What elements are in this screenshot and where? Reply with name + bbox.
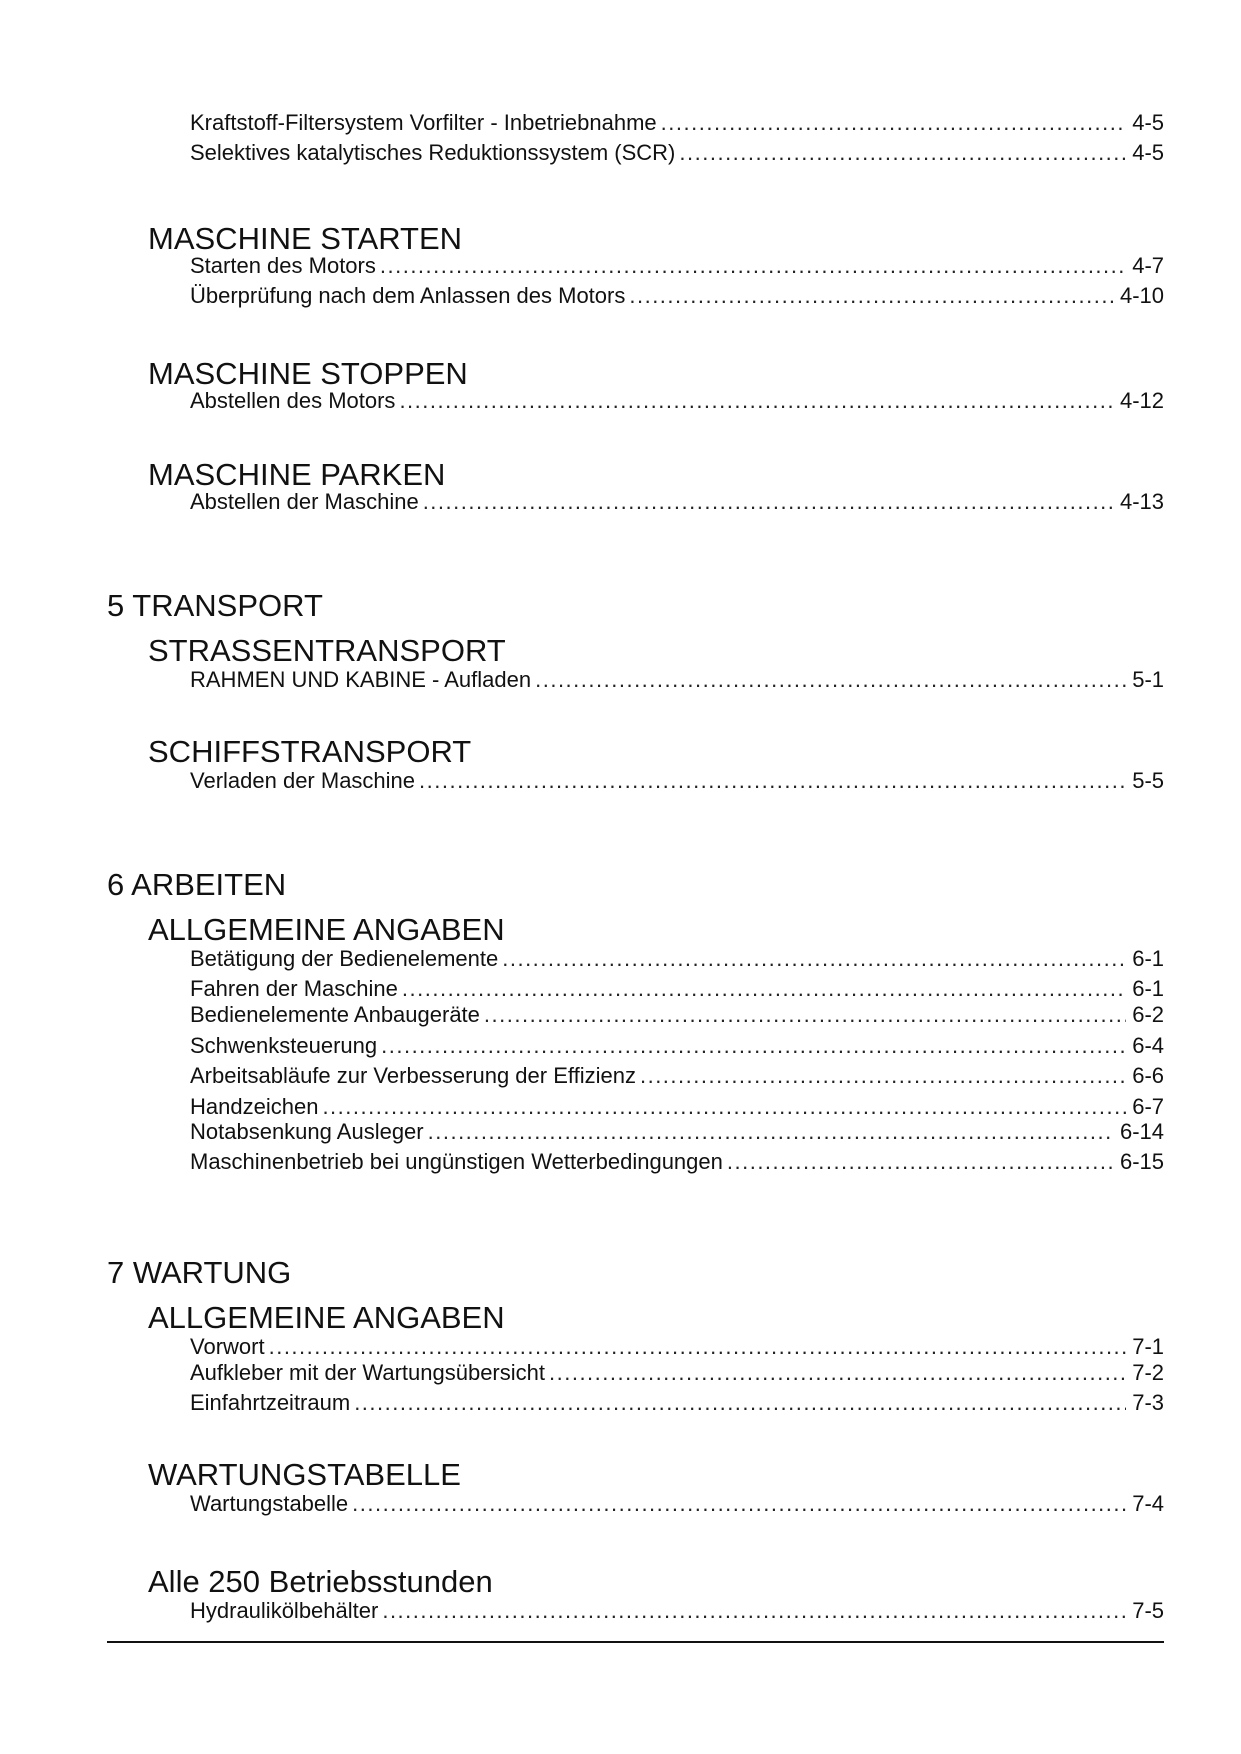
toc-entry-page: 5-1 xyxy=(1132,667,1164,692)
toc-entry-title: Vorwort xyxy=(190,1334,265,1359)
section-heading: ALLGEMEINE ANGABEN xyxy=(148,912,505,947)
section-heading: Alle 250 Betriebsstunden xyxy=(148,1564,493,1599)
dot-leader xyxy=(402,976,1126,1002)
toc-entry-title: Maschinenbetrieb bei ungünstigen Wetterbedingungen xyxy=(190,1149,723,1174)
section-heading: ALLGEMEINE ANGABEN xyxy=(148,1300,505,1335)
toc-entry-title: Überprüfung nach dem Anlassen des Motors xyxy=(190,283,626,308)
dot-leader xyxy=(549,1360,1126,1386)
toc-entry-page: 4-5 xyxy=(1132,110,1164,135)
toc-entry-page: 6-1 xyxy=(1132,976,1164,1001)
section-heading: MASCHINE PARKEN xyxy=(148,457,446,492)
toc-entry-page: 6-4 xyxy=(1132,1033,1164,1058)
toc-entry-title: RAHMEN UND KABINE - Aufladen xyxy=(190,667,532,692)
toc-entry-page: 6-2 xyxy=(1132,1002,1164,1027)
dot-leader xyxy=(428,1119,1114,1145)
toc-entry[interactable] xyxy=(190,946,1164,972)
dot-leader xyxy=(535,667,1126,693)
toc-entry[interactable] xyxy=(190,1334,1164,1360)
toc-entry[interactable] xyxy=(190,253,1164,279)
dot-leader xyxy=(727,1149,1114,1175)
toc-entry[interactable] xyxy=(190,768,1164,794)
toc-entry-page: 7-2 xyxy=(1132,1360,1164,1385)
toc-entry[interactable] xyxy=(190,1390,1164,1416)
toc-entry-title: Hydraulikölbehälter xyxy=(190,1598,379,1623)
section-heading: MASCHINE STOPPEN xyxy=(148,356,468,391)
toc-entry[interactable] xyxy=(190,1598,1164,1624)
toc-entry-title: Abstellen der Maschine xyxy=(190,489,419,514)
toc-entry[interactable] xyxy=(190,667,1164,693)
dot-leader xyxy=(640,1063,1126,1089)
toc-entry-title: Handzeichen xyxy=(190,1094,319,1119)
toc-entry[interactable] xyxy=(190,110,1164,136)
toc-entry[interactable] xyxy=(190,1491,1164,1517)
dot-leader xyxy=(322,1094,1126,1120)
toc-entry[interactable] xyxy=(190,1119,1164,1145)
toc-entry-title: Wartungstabelle xyxy=(190,1491,349,1516)
toc-entry[interactable] xyxy=(190,388,1164,414)
toc-entry-page: 5-5 xyxy=(1132,768,1164,793)
toc-entry-title: Selektives katalytisches Reduktionssystem (SCR) xyxy=(190,140,676,165)
toc-entry-page: 7-4 xyxy=(1132,1491,1164,1516)
toc-entry[interactable] xyxy=(190,489,1164,515)
toc-entry[interactable] xyxy=(190,283,1164,309)
toc-entry-title: Aufkleber mit der Wartungsübersicht xyxy=(190,1360,545,1385)
dot-leader xyxy=(423,489,1114,515)
toc-entry[interactable] xyxy=(190,1002,1164,1028)
toc-entry-page: 4-13 xyxy=(1119,489,1164,514)
toc-entry-page: 4-10 xyxy=(1119,283,1164,308)
dot-leader xyxy=(399,388,1114,414)
toc-entry-page: 4-5 xyxy=(1132,140,1164,165)
dot-leader xyxy=(484,1002,1126,1028)
toc-entry[interactable] xyxy=(190,1149,1164,1175)
dot-leader xyxy=(354,1390,1126,1416)
chapter-heading: 6 ARBEITEN xyxy=(107,867,287,902)
section-heading: STRASSENTRANSPORT xyxy=(148,633,506,668)
dot-leader xyxy=(419,768,1126,794)
toc-entry-page: 7-5 xyxy=(1132,1598,1164,1623)
dot-leader xyxy=(269,1334,1127,1360)
dot-leader xyxy=(380,253,1126,279)
toc-entry[interactable] xyxy=(190,1094,1164,1120)
toc-entry-title: Bedienelemente Anbaugeräte xyxy=(190,1002,480,1027)
toc-entry-title: Fahren der Maschine xyxy=(190,976,398,1001)
dot-leader xyxy=(381,1033,1126,1059)
toc-entry[interactable] xyxy=(190,1360,1164,1386)
toc-entry-page: 6-1 xyxy=(1132,946,1164,971)
dot-leader xyxy=(661,110,1127,136)
toc-entry-title: Notabsenkung Ausleger xyxy=(190,1119,424,1144)
dot-leader xyxy=(629,283,1114,309)
toc-entry-page: 4-7 xyxy=(1132,253,1164,278)
toc-entry-page: 6-6 xyxy=(1132,1063,1164,1088)
toc-entry-title: Verladen der Maschine xyxy=(190,768,416,793)
footer-rule xyxy=(107,1641,1164,1643)
toc-entry-page: 4-12 xyxy=(1119,388,1164,413)
section-heading: WARTUNGSTABELLE xyxy=(148,1457,461,1492)
toc-entry-title: Schwenksteuerung xyxy=(190,1033,378,1058)
toc-entry-title: Abstellen des Motors xyxy=(190,388,396,413)
toc-entry[interactable] xyxy=(190,976,1164,1002)
toc-entry[interactable] xyxy=(190,1063,1164,1089)
chapter-heading: 5 TRANSPORT xyxy=(107,588,323,623)
section-heading: MASCHINE STARTEN xyxy=(148,221,463,256)
dot-leader xyxy=(679,140,1126,166)
toc-entry-page: 6-7 xyxy=(1132,1094,1164,1119)
toc-entry-title: Einfahrtzeitraum xyxy=(190,1390,351,1415)
dot-leader xyxy=(382,1598,1126,1624)
dot-leader xyxy=(502,946,1126,972)
toc-entry-page: 6-14 xyxy=(1119,1119,1164,1144)
chapter-heading: 7 WARTUNG xyxy=(107,1255,292,1290)
dot-leader xyxy=(352,1491,1126,1517)
toc-entry[interactable] xyxy=(190,1033,1164,1059)
section-heading: SCHIFFSTRANSPORT xyxy=(148,734,472,769)
toc-entry-title: Betätigung der Bedienelemente xyxy=(190,946,499,971)
toc-entry-title: Starten des Motors xyxy=(190,253,376,278)
toc-entry[interactable] xyxy=(190,140,1164,166)
toc-entry-page: 6-15 xyxy=(1119,1149,1164,1174)
toc-entry-page: 7-3 xyxy=(1132,1390,1164,1415)
toc-entry-title: Kraftstoff-Filtersystem Vorfilter - Inbetriebnahme xyxy=(190,110,657,135)
toc-entry-title: Arbeitsabläufe zur Verbesserung der Effizienz xyxy=(190,1063,636,1088)
toc-entry-page: 7-1 xyxy=(1132,1334,1164,1359)
